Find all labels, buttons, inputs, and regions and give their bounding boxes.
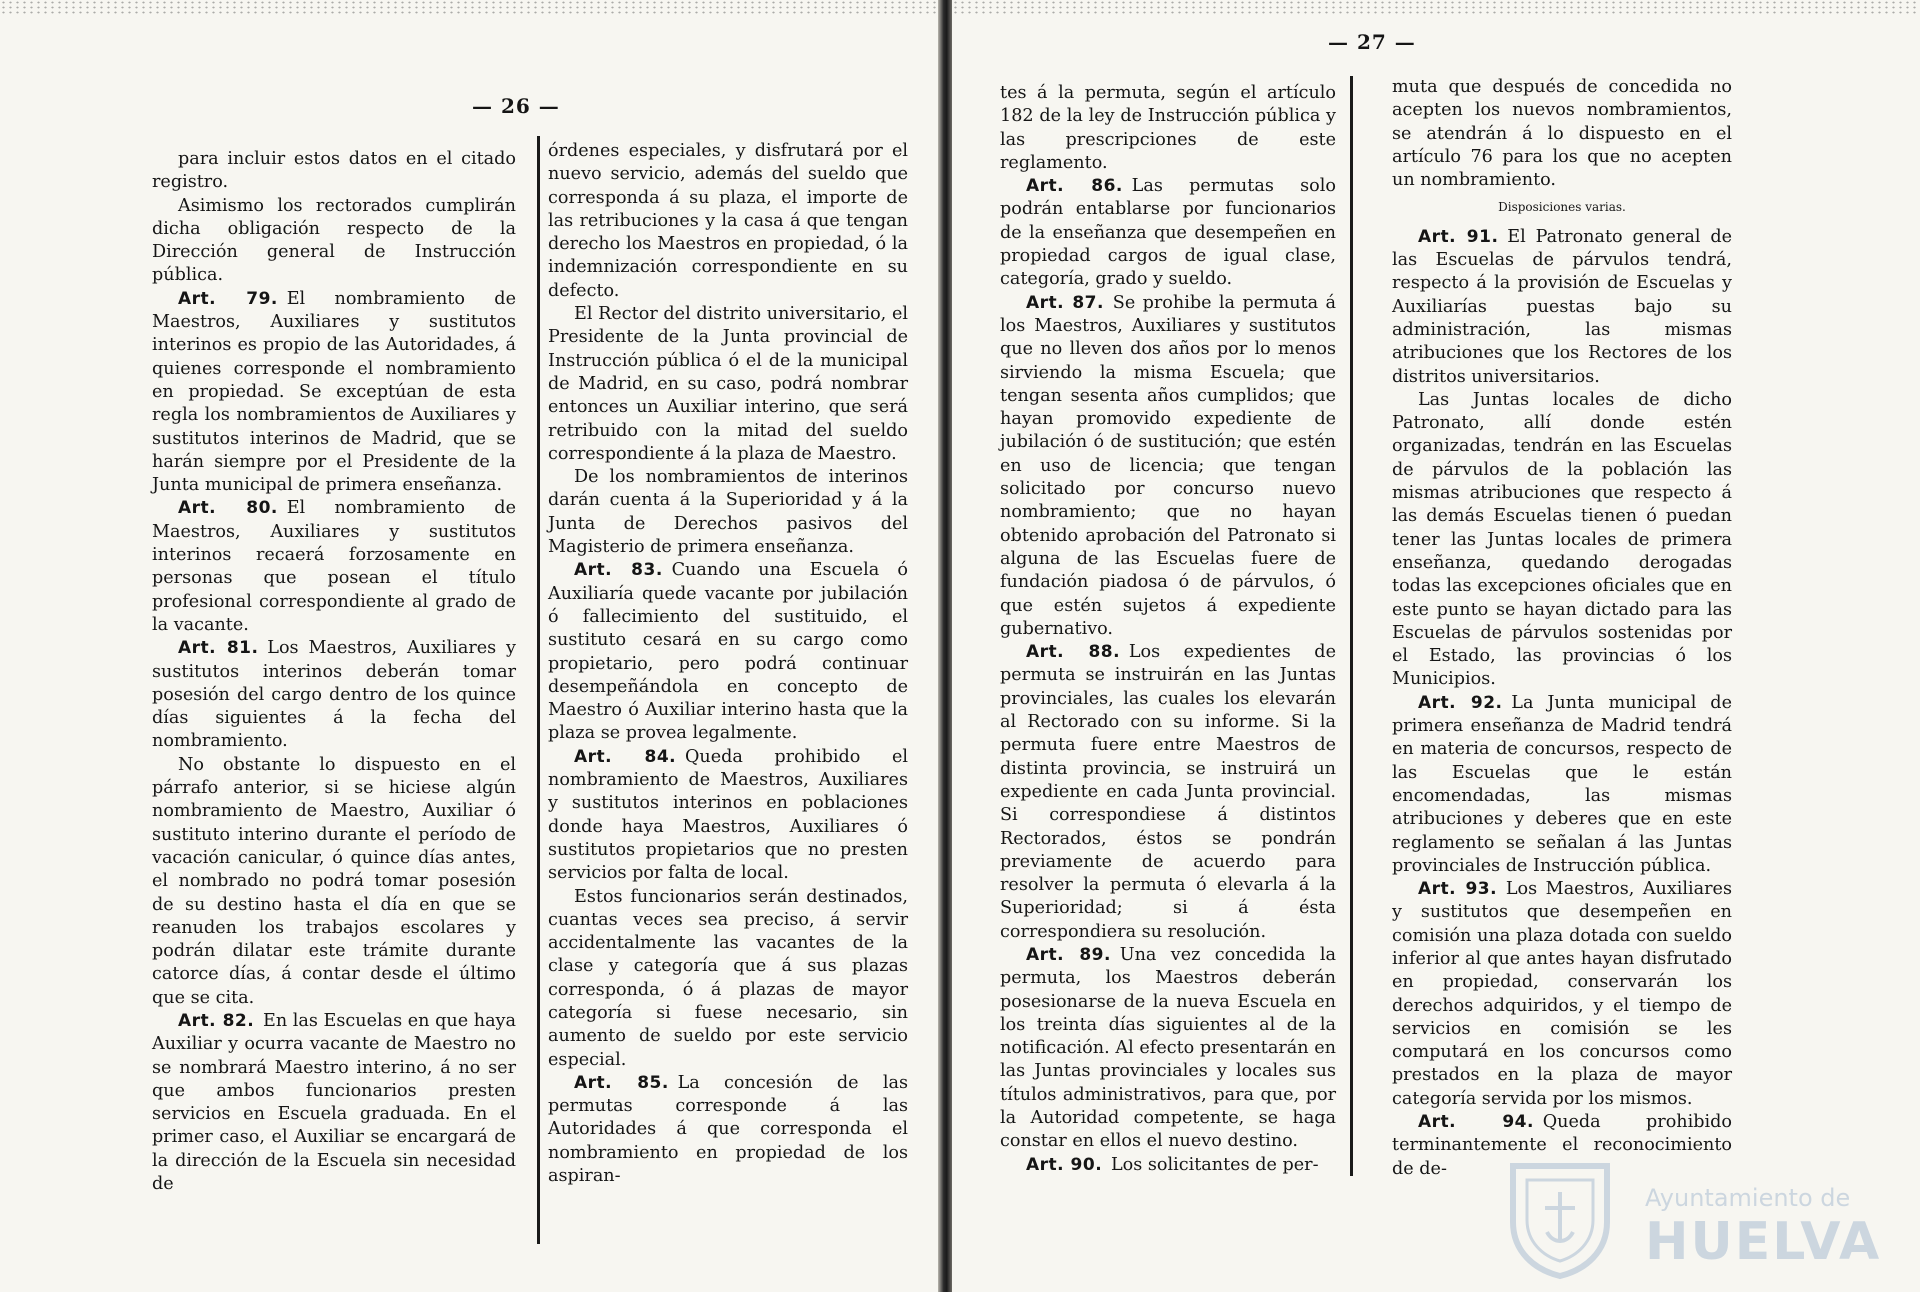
watermark-line1: Ayuntamiento de bbox=[1645, 1184, 1851, 1212]
article-label: Art. 93. bbox=[1418, 879, 1498, 900]
paragraph bbox=[152, 195, 516, 288]
paragraph-text: Queda prohibido el nombramiento de Maestros, Auxiliares y sustitutos interinos en poblaciones donde haya Maestros, Auxiliares ó sustitutos propietarios que no presten servicios por falta de local. bbox=[548, 746, 908, 884]
paragraph-text: De los nombramientos de interinos darán cuenta á la Superioridad y á la Junta de Derechos pasivos del Magisterio de primera enseñanza. bbox=[548, 467, 908, 558]
column-rule-right bbox=[1350, 76, 1353, 1176]
page-number-left: — 26 — bbox=[472, 94, 560, 118]
article-label: Art. 80. bbox=[178, 498, 278, 519]
paragraph-text: El Patronato general de las Escuelas de párvulos tendrá, respecto á la provisión de Escuelas y Auxiliarías puestas bajo su administración, las mismas atribuciones que los Rectores de los distritos universitarios. bbox=[1392, 226, 1732, 387]
paragraph bbox=[152, 288, 516, 498]
paragraph-text: Las permutas solo podrán entablarse por funcionarios de la enseñanza que desempeñen en propiedad cargos de igual clase, categoría, grado y sueldo. bbox=[1000, 176, 1336, 290]
paragraph-text: Estos funcionarios serán destinados, cuantas veces sea preciso, á servir accidentalmente las vacantes de la clase y categoría que á sus plazas corresponda, ó á plazas de mayor categoría si fuese necesario, sin aumento de sueldo por este servicio especial. bbox=[548, 886, 908, 1070]
paragraph-text: Los solicitantes de per- bbox=[1110, 1154, 1319, 1175]
paragraph-text: para incluir estos datos en el citado registro. bbox=[152, 149, 516, 193]
paragraph bbox=[152, 497, 516, 637]
left-page-column-2 bbox=[548, 140, 908, 1188]
article-label: Art. 86. bbox=[1026, 176, 1123, 197]
paragraph-text: La concesión de las permutas corresponde á las Autoridades á que corresponda el nombramiento en propiedad de los aspiran- bbox=[548, 1072, 908, 1187]
paragraph-text: La Junta municipal de primera enseñanza de Madrid tendrá en materia de concursos, respecto de las Escuelas que le están encomendadas, las mismas atribuciones y deberes que en este reglamento se señalan á las Juntas provinciales de Instrucción pública. bbox=[1392, 692, 1732, 876]
page-left bbox=[0, 0, 940, 1292]
left-page-column-1 bbox=[152, 148, 516, 1196]
article-label: Art. 90. bbox=[1026, 1154, 1103, 1175]
page-number-right: — 27 — bbox=[1328, 30, 1416, 54]
right-page-column-1 bbox=[1000, 82, 1336, 1177]
paragraph-text: Los Maestros, Auxiliares y sustitutos que desempeñen en comisión una plaza dotada con sueldo inferior al que antes hayan disfrutado en propiedad, conservarán los derechos adquiridos, y el tiempo de servicios en comisión se les computará en los concursos como prestados en la plaza de mayor categoría servida por los mismos. bbox=[1392, 879, 1732, 1109]
article-label: Art. 91. bbox=[1418, 226, 1499, 247]
paragraph bbox=[1392, 389, 1732, 692]
paragraph-text: Cuando una Escuela ó Auxiliaría quede vacante por jubilación ó fallecimiento del sustituido, el sustituto cesará en su cargo como propietario, pero podrá continuar desempeñándola en concepto de Maestro ó Auxiliar interino hasta que la plaza se provea legalmente. bbox=[548, 560, 908, 744]
paragraph bbox=[1000, 641, 1336, 944]
right-page-column-2 bbox=[1392, 76, 1732, 1181]
paragraph bbox=[548, 466, 908, 559]
paragraph bbox=[1392, 226, 1732, 389]
paragraph bbox=[152, 1010, 516, 1196]
paragraph-text: En las Escuelas en que haya Auxiliar y ocurra vacante de Maestro no se nombrará Maestro interino, á no ser que ambos funcionarios presten servicios en Escuela graduada. En el primer caso, el Auxiliar se encargará de la dirección de la Escuela sin necesidad de bbox=[152, 1010, 516, 1195]
article-label: Art. 83. bbox=[574, 560, 663, 581]
paragraph-text: El Rector del distrito universitario, el Presidente de la Junta provincial de Instrucción pública ó el de la municipal de Madrid, en su caso, podrá nombrar entonces un Auxiliar interino, que será retribuido con la mitad del sueldo correspondiente á la plaza de Maestro. bbox=[548, 304, 908, 464]
paragraph-text: órdenes especiales, y disfrutará por el nuevo servicio, además del sueldo que corresponda á su plaza, el importe de las retribuciones y la casa á que tengan derecho los Maestros en propiedad, ó la indemnización correspondiente en su defecto. bbox=[548, 141, 908, 301]
watermark-logo bbox=[1505, 1160, 1905, 1280]
paragraph bbox=[1000, 944, 1336, 1154]
paragraph-text: Los expedientes de permuta se instruirán en las Juntas provinciales, las cuales los elevarán al Rectorado con su informe. Si la permuta fuere entre Maestros de distinta provincia, se instruirá un expediente en cada Junta provincial. Si correspondiese á distintos Rectorados, éstos se pondrán previamente de acuerdo para resolver la permuta ó elevarla á la Superioridad; si á ésta correspondiera su resolución. bbox=[1000, 642, 1336, 942]
paragraph bbox=[1392, 76, 1732, 192]
paragraph-text: Asimismo los rectorados cumplirán dicha obligación respecto de la Dirección general de Instrucción pública. bbox=[152, 195, 516, 286]
article-label: Art. 84. bbox=[574, 746, 677, 767]
article-label: Art. 88. bbox=[1026, 642, 1121, 663]
paragraph-text: El nombramiento de Maestros, Auxiliares y sustitutos interinos es propio de las Autoridades, á quienes corresponde el nombramiento en propiedad. Se exceptúan de esta regla los nombramientos de Auxiliares y sustitutos interinos de Madrid, que se harán siempre por el Presidente de la Junta municipal de primera enseñanza. bbox=[152, 288, 516, 496]
paragraph bbox=[548, 303, 908, 466]
paragraph-text: muta que después de concedida no acepten los nuevos nombramientos, se atendrán á lo dispuesto en el artículo 76 para los que no acepten un nombramiento. bbox=[1392, 77, 1732, 191]
paragraph bbox=[152, 148, 516, 195]
paragraph bbox=[1000, 175, 1336, 291]
paragraph bbox=[548, 559, 908, 745]
paragraph-text: Una vez concedida la permuta, los Maestros deberán posesionarse de la nueva Escuela en los treinta días siguientes al de la notificación. Al efecto presentarán en las Juntas provinciales y locales sus títulos administrativos, para que, por la Autoridad competente, se haga constar en ellos el nuevo destino. bbox=[1000, 944, 1336, 1152]
article-label: Art. 87. bbox=[1026, 292, 1104, 313]
paragraph bbox=[1000, 292, 1336, 641]
paragraph bbox=[548, 140, 908, 303]
page-right bbox=[952, 0, 1920, 1292]
article-label: Art. 82. bbox=[178, 1010, 255, 1031]
paragraph bbox=[548, 886, 908, 1072]
paragraph-text: Los Maestros, Auxiliares y sustitutos interinos deberán tomar posesión del cargo dentro de los quince días siguientes á la fecha del nombramiento. bbox=[152, 638, 516, 752]
paragraph-text: El nombramiento de Maestros, Auxiliares y sustitutos interinos recaerá forzosamente en personas que posean el título profesional correspondiente al grado de la vacante. bbox=[152, 498, 516, 635]
paragraph-text: Queda prohibido terminantemente el reconocimiento de de- bbox=[1392, 1112, 1732, 1179]
paragraph bbox=[1000, 82, 1336, 175]
paragraph bbox=[1392, 878, 1732, 1111]
paragraph bbox=[152, 754, 516, 1010]
paragraph-text: tes á la permuta, según el artículo 182 de la ley de Instrucción pública y las prescripciones de este reglamento. bbox=[1000, 83, 1336, 173]
article-label: Art. 85. bbox=[574, 1072, 669, 1093]
scan-noise-top bbox=[952, 0, 1920, 14]
city-shield-icon bbox=[1505, 1160, 1615, 1280]
article-label: Art. 92. bbox=[1418, 692, 1503, 713]
article-label: Art. 81. bbox=[178, 638, 259, 659]
paragraph-text: Se prohibe la permuta á los Maestros, Auxiliares y sustitutos que no lleven dos años por lo menos sirviendo la misma Escuela; que tengan sesenta años cumplidos; que hayan promovido expediente de jubilación ó de sustitución; que estén en uso de licencia; que tengan solicitado por concurso nuevo nombramiento; que no hayan obtenido aprobación del Patronato si alguna de las Escuelas fuere de fundación piadosa ó de párvulos, ó que estén sujetos á expediente gubernativo. bbox=[1000, 292, 1336, 639]
paragraph-text: Las Juntas locales de dicho Patronato, allí donde estén organizadas, tendrán en las Escuelas de párvulos de la población las mismas atribuciones que respecto á las demás Escuelas tienen ó puedan tener las Juntas locales de primera enseñanza, quedando derogadas todas las excepciones oficiales que en este punto se hayan dictado para las Escuelas de párvulos sostenidas por el Estado, las provincias ó los Municipios. bbox=[1392, 389, 1732, 690]
paragraph-text: No obstante lo dispuesto en el párrafo anterior, si se hiciese algún nombramiento de Maestro, Auxiliar ó sustituto interino durante el período de vacación canicular, ó quince días antes, el nombrado no podrá tomar posesión de su destino hasta el día en que se reanuden los trabajos escolares y podrán dilatar este trámite durante catorce días, á contar desde el último que se cita. bbox=[152, 754, 516, 1008]
paragraph bbox=[152, 637, 516, 753]
article-label: Art. 94. bbox=[1418, 1112, 1534, 1133]
paragraph bbox=[548, 1072, 908, 1188]
scan-noise-top bbox=[0, 0, 940, 14]
paragraph bbox=[1392, 692, 1732, 878]
paragraph bbox=[1000, 1154, 1336, 1177]
paragraph bbox=[548, 746, 908, 886]
watermark-line2: HUELVA bbox=[1645, 1212, 1882, 1272]
section-heading: Disposiciones varias. bbox=[1498, 200, 1626, 215]
column-rule-left bbox=[537, 136, 540, 1244]
article-label: Art. 79. bbox=[178, 288, 278, 309]
article-label: Art. 89. bbox=[1026, 944, 1111, 965]
